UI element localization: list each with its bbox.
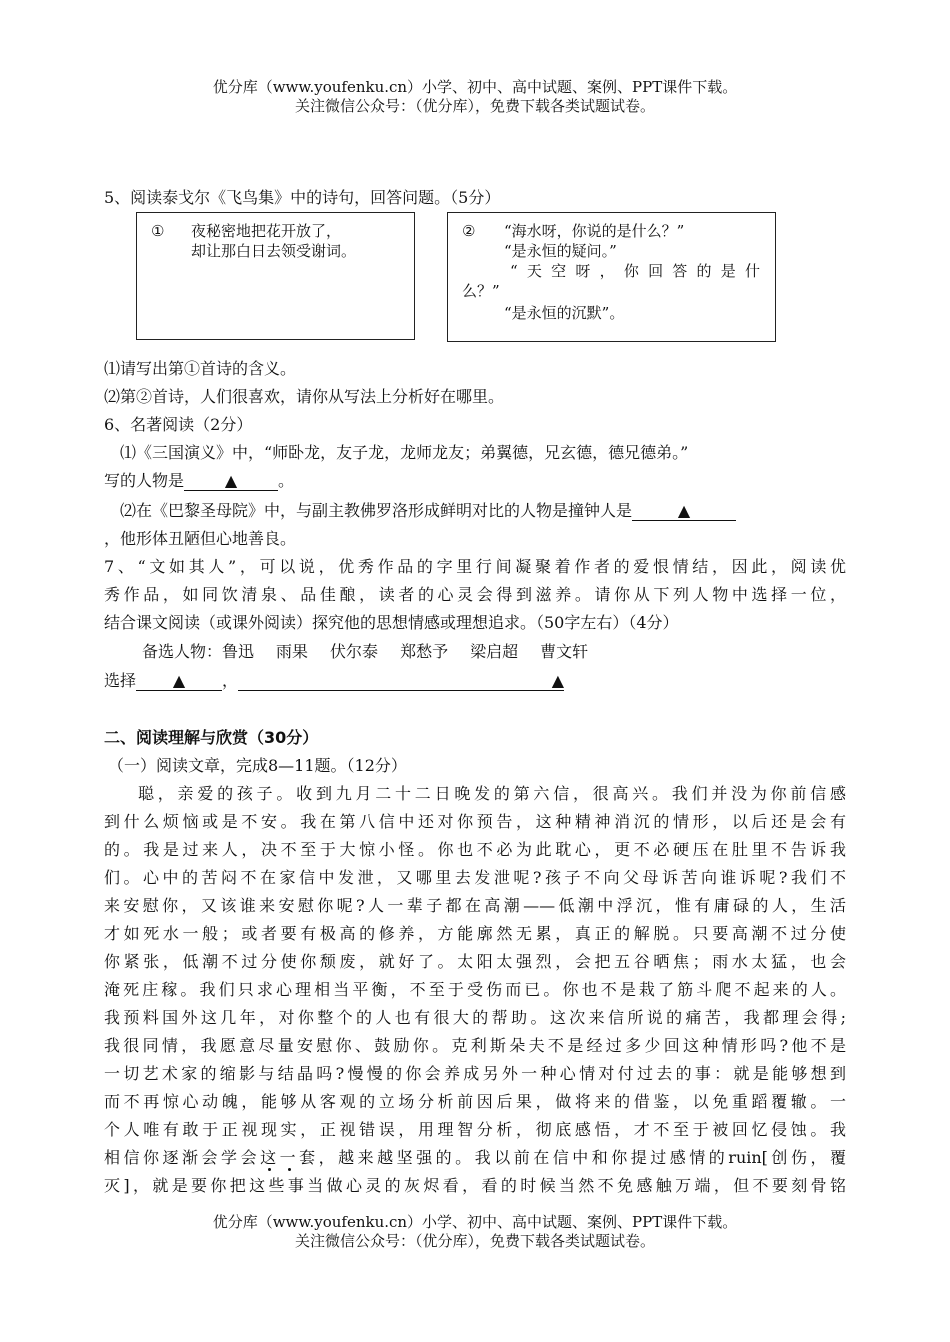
candidate-name: 曹文轩 — [540, 642, 589, 661]
triangle-marker-icon: ▲ — [172, 671, 186, 690]
passage-line: 来安慰你，又该谁来安慰你呢?人一辈子都在高潮——低潮中浮沉，惟有庸碌的人，生活 — [104, 896, 846, 915]
section-2-title: 二、阅读理解与欣赏（30分） — [104, 728, 319, 747]
poem-2-line-3: “天空呀，你回答的是什 — [510, 262, 760, 280]
answer-blank-q6-2[interactable] — [632, 501, 736, 521]
q7-line-1: 7、“文如其人”，可以说，优秀作品的字里行间凝聚着作者的爱恨情结，因此，阅读优 — [104, 557, 846, 576]
footer-line-1: 优分库（www.youfenku.cn）小学、初中、高中试题、案例、PPT课件下载。 — [212, 1213, 738, 1231]
passage-line: 淹死庄稼。我们只求心理相当平衡，不至于受伤而已。你也不是栽了筋斗爬不起来的人。 — [104, 980, 846, 999]
footer-line-2: 关注微信公众号：（优分库），免费下载各类试题试卷。 — [294, 1232, 655, 1250]
candidate-name: 伏尔泰 — [330, 642, 379, 661]
candidate-name: 雨果 — [276, 642, 309, 661]
emphasis-char — [260, 1148, 280, 1167]
q7-choose-line — [104, 671, 564, 691]
q6-sub-2-line-1 — [120, 501, 736, 521]
poem-box-2 — [447, 212, 776, 342]
q7-line-2: 秀作品，如同饮清泉、品佳酿，读者的心灵会得到滋养。请你从下列人物中选择一位， — [104, 585, 846, 604]
q6-sub-1-suffix: 。 — [278, 471, 295, 490]
passage-line: 到什么烦恼或是不安。我在第八信中还对你预告，这种精神消沉的情形，以后还是会有 — [104, 812, 846, 831]
poem-2-line-2: “是永恒的疑问。” — [504, 242, 617, 260]
passage-line: 而不再惊心动魄，能够从客观的立场分析前因后果，做将来的借鉴，以免重蹈覆辙。一 — [104, 1092, 846, 1111]
passage-line: 个人唯有敢于正视现实，正视错误，用理智分析，彻底感悟，才不至于被回忆侵蚀。我 — [104, 1120, 846, 1139]
poem-1-number: ① — [151, 222, 165, 240]
q6-sub-1-prefix: 写的人物是 — [104, 471, 185, 490]
answer-blank-q6-1[interactable] — [184, 471, 278, 491]
poem-2-number: ② — [462, 222, 476, 240]
passage-line: 灭]，就是要你把这些事当做心灵的灰烬看，看的时候当然不免感触万端，但不要刻骨铭 — [104, 1176, 846, 1195]
poem-1-line-1: 夜秘密地把花开放了， — [191, 222, 342, 240]
poem-1-line-2: 却让那白日去领受谢词。 — [191, 242, 357, 260]
passage-line: 我预料国外这几年，对你整个的人也有很大的帮助。这次来信所说的痛苦，我都理会得; — [104, 1008, 846, 1027]
passage-text: 套，越来越坚强的。我以前在信中和你提过感情的ruin[创伤，覆 — [299, 1148, 846, 1167]
poem-2-line-4: 么？” — [462, 282, 500, 300]
passage-line: 聪，亲爱的孩子。收到九月二十二日晚发的第六信，很高兴。我们并没为你前信感 — [138, 784, 846, 803]
page-footer — [0, 1213, 950, 1251]
answer-blank-q7-choice[interactable] — [136, 671, 222, 691]
poem-box-1 — [136, 212, 415, 340]
candidate-name: 鲁迅 — [222, 642, 255, 661]
q6-sub-2-text: ⑵在《巴黎圣母院》中，与副主教佛罗洛形成鲜明对比的人物是撞钟人是 — [120, 501, 633, 520]
passage-line: 一切艺术家的缩影与结晶吗?慢慢的你会养成另外一种心情对付过去的事：就是能够想到 — [104, 1064, 846, 1083]
candidate-name: 郑愁予 — [400, 642, 449, 661]
triangle-marker-icon: ▲ — [677, 501, 691, 520]
passage-line: 我很同情，我愿意尽量安慰你、鼓励你。克利斯朵夫不是经过多少回这种情形吗?他不是 — [104, 1036, 846, 1055]
poem-2-line-1: “海水呀，你说的是什么？” — [504, 222, 685, 240]
q6-sub-1-line-1: ⑴《三国演义》中，“师卧龙，友子龙，龙师龙友；弟翼德，兄玄德，德兄德弟。” — [120, 443, 689, 462]
passage-text: 相信你逐渐会学会 — [104, 1148, 261, 1167]
q5-sub-2: ⑵第②首诗，人们很喜欢，请你从写法上分析好在哪里。 — [104, 387, 505, 406]
header-line-1: 优分库（www.youfenku.cn）小学、初中、高中试题、案例、PPT课件下载。 — [212, 78, 738, 96]
choose-comma: ， — [222, 671, 239, 690]
candidates-label: 备选人物： — [142, 642, 223, 661]
triangle-marker-icon: ▲ — [224, 471, 238, 490]
emphasis-dot-icon — [288, 1168, 291, 1171]
passage-line-emphasis — [104, 1148, 846, 1168]
q6-sub-2-line-2: ，他形体丑陋但心地善良。 — [104, 529, 297, 548]
passage-line: 才如死水一般；或者要有极高的修养，方能廓然无累，真正的解脱。只要高潮不过分使 — [104, 924, 846, 943]
emphasis-char-text: 一 — [279, 1148, 300, 1167]
emphasis-char — [280, 1148, 300, 1167]
emphasis-char-text: 这 — [260, 1148, 280, 1167]
q6-sub-1-line-2 — [104, 471, 294, 491]
q6-title: 6、名著阅读（2分） — [104, 415, 253, 434]
header-line-2: 关注微信公众号：（优分库），免费下载各类试题试卷。 — [294, 97, 655, 115]
answer-blank-q7-reason[interactable] — [238, 671, 564, 691]
triangle-marker-icon: ▲ — [551, 671, 565, 690]
passage-line: 的。我是过来人，决不至于大惊小怪。你也不必为此耽心，更不必硬压在肚里不告诉我 — [104, 840, 846, 859]
passage-line: 你紧张，低潮不过分使你颓废，就好了。太阳太强烈，会把五谷晒焦；雨水太猛，也会 — [104, 952, 846, 971]
candidate-name: 梁启超 — [470, 642, 519, 661]
section-2-subtitle: （一）阅读文章，完成8—11题。（12分） — [108, 756, 407, 775]
poem-2-line-5: “是永恒的沉默”。 — [504, 304, 625, 322]
q5-sub-1: ⑴请写出第①首诗的含义。 — [104, 359, 297, 378]
choose-label: 选择 — [104, 671, 137, 690]
q5-title: 5、阅读泰戈尔《飞鸟集》中的诗句，回答问题。（5分） — [104, 188, 501, 207]
q7-candidates — [142, 642, 588, 662]
emphasis-dot-icon — [268, 1168, 271, 1171]
page-header — [0, 78, 950, 116]
q7-line-3: 结合课文阅读（或课外阅读）探究他的思想情感或理想追求。（50字左右）（4分） — [104, 613, 679, 632]
passage-line: 们。心中的苦闷不在家信中发泄，又哪里去发泄呢?孩子不向父母诉苦向谁诉呢?我们不 — [104, 868, 846, 887]
